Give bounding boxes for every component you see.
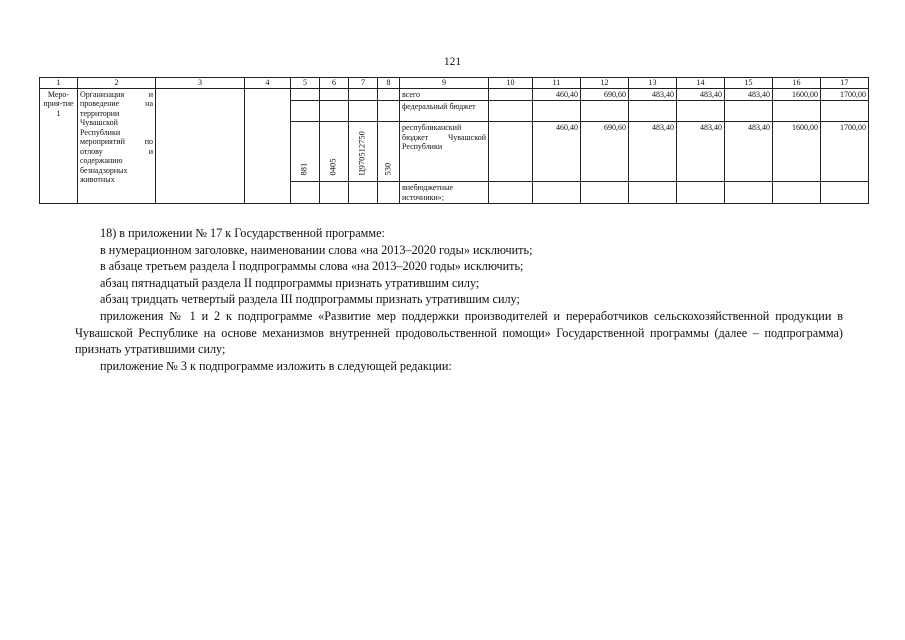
col-number: 6 — [320, 78, 349, 89]
value-cell — [489, 88, 533, 101]
value-cell: 1700,00 — [821, 122, 869, 182]
col-number: 8 — [378, 78, 400, 89]
value-cell — [581, 182, 629, 204]
empty-cell — [378, 182, 400, 204]
value-cell — [773, 182, 821, 204]
value-cell: 460,40 — [533, 88, 581, 101]
value-cell — [725, 101, 773, 122]
paragraph: приложения № 1 и 2 к подпрограмме «Развитие мер поддержки производителей и переработчиков сельскохозяйственной продукции в Чувашской Республике на основе механизмов внутренней продовольственной помощи» Государственной программы (далее – подпрограмма) признать утратившими силу; — [75, 308, 843, 357]
value-cell — [533, 101, 581, 122]
empty-cell — [349, 88, 378, 101]
value-cell — [581, 101, 629, 122]
empty-cell — [245, 88, 291, 204]
value-cell — [821, 182, 869, 204]
value-cell: 483,40 — [677, 88, 725, 101]
empty-cell — [320, 101, 349, 122]
col-number: 12 — [581, 78, 629, 89]
funding-source-cell: республиканский бюджет Чувашской Республики — [400, 122, 489, 182]
col-number: 14 — [677, 78, 725, 89]
value-cell — [677, 101, 725, 122]
paragraph: 18) в приложении № 17 к Государственной программе: — [100, 226, 385, 240]
col-number: 16 — [773, 78, 821, 89]
funding-source-cell: внебюджетные источники»; — [400, 182, 489, 204]
value-cell: 1600,00 — [773, 88, 821, 101]
col-number: 17 — [821, 78, 869, 89]
empty-cell — [291, 182, 320, 204]
col-number: 7 — [349, 78, 378, 89]
value-cell: 483,40 — [629, 122, 677, 182]
col-number: 13 — [629, 78, 677, 89]
table-row — [40, 88, 869, 101]
empty-cell — [378, 101, 400, 122]
col-number: 4 — [245, 78, 291, 89]
vr-code: 530 — [382, 162, 392, 175]
csr-code-cell — [349, 122, 378, 182]
funding-source-cell: федеральный бюджет — [400, 101, 489, 122]
empty-cell — [349, 101, 378, 122]
page-number: 121 — [443, 56, 462, 68]
vr-code-cell — [378, 122, 400, 182]
paragraph: в нумерационном заголовке, наименовании слова «на 2013–2020 годы» исключить; — [100, 242, 533, 257]
paragraph: в абзаце третьем раздела I подпрограммы слова «на 2013–2020 годы» исключить; — [100, 259, 524, 274]
col-number: 5 — [291, 78, 320, 89]
value-cell — [489, 122, 533, 182]
empty-cell — [378, 88, 400, 101]
grbs-code: 881 — [298, 162, 309, 175]
col-number: 15 — [725, 78, 773, 89]
amendment-text — [75, 225, 843, 374]
value-cell — [629, 182, 677, 204]
paragraph: абзац тридцать четвертый раздела III подпрограммы признать утратившим силу; — [100, 292, 520, 307]
event-number-cell: Меро-прия-тие 1 — [40, 88, 78, 204]
col-number: 2 — [78, 78, 156, 89]
value-cell: 1600,00 — [773, 122, 821, 182]
value-cell: 483,40 — [725, 122, 773, 182]
value-cell — [821, 101, 869, 122]
csr-code: Ц970512750 — [356, 130, 367, 175]
value-cell: 690,60 — [581, 88, 629, 101]
col-number: 3 — [156, 78, 245, 89]
col-number: 1 — [40, 78, 78, 89]
empty-cell — [156, 88, 245, 204]
empty-cell — [320, 88, 349, 101]
paragraph: приложение № 3 к подпрограмме изложить в следующей редакции: — [100, 358, 452, 373]
value-cell — [725, 182, 773, 204]
event-name-cell: Организация и проведение на территории Чувашской Республики мероприятий по отлову и содержанию безнадзорных животных — [78, 88, 156, 204]
value-cell: 483,40 — [629, 88, 677, 101]
grbs-code-cell — [291, 122, 320, 182]
col-number: 11 — [533, 78, 581, 89]
empty-cell — [291, 88, 320, 101]
table-header-row — [40, 78, 869, 89]
value-cell: 1700,00 — [821, 88, 869, 101]
value-cell — [629, 101, 677, 122]
empty-cell — [349, 182, 378, 204]
rzpr-code: 0405 — [327, 158, 338, 175]
empty-cell — [320, 182, 349, 204]
paragraph: абзац пятнадцатый раздела II подпрограммы признать утратившим силу; — [100, 275, 480, 290]
value-cell — [773, 101, 821, 122]
value-cell — [489, 101, 533, 122]
value-cell — [677, 182, 725, 204]
value-cell: 483,40 — [725, 88, 773, 101]
empty-cell — [291, 101, 320, 122]
funding-source-cell: всего — [400, 88, 489, 101]
value-cell — [489, 182, 533, 204]
rzpr-code-cell — [320, 122, 349, 182]
value-cell — [533, 182, 581, 204]
value-cell: 483,40 — [677, 122, 725, 182]
col-number: 10 — [489, 78, 533, 89]
col-number: 9 — [400, 78, 489, 89]
budget-table — [39, 77, 869, 204]
value-cell: 460,40 — [533, 122, 581, 182]
value-cell: 690,60 — [581, 122, 629, 182]
